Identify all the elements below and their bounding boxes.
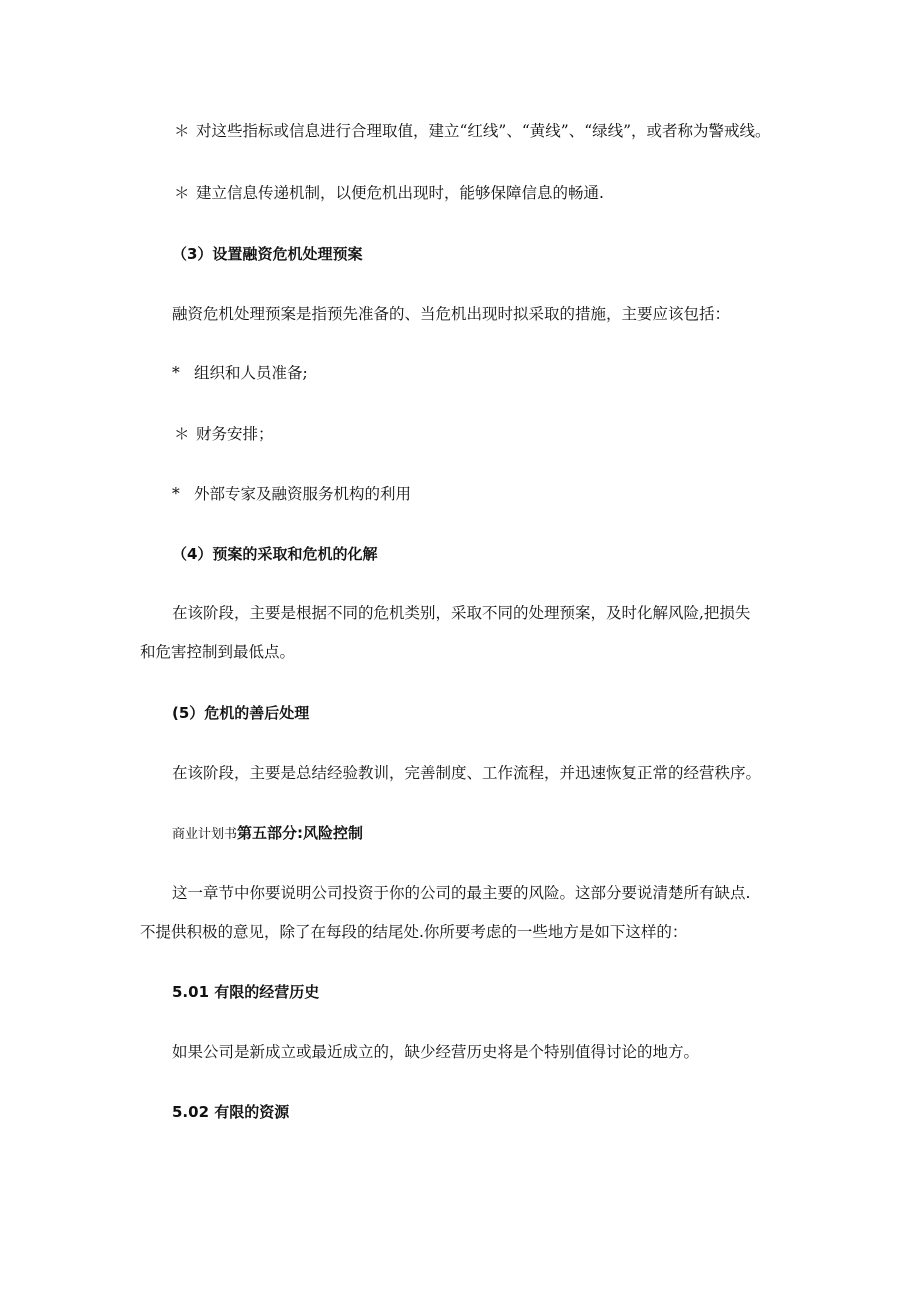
- bullet-line-info-mechanism: [174, 182, 604, 204]
- heading-4: （4）预案的采取和危机的化解: [172, 545, 378, 563]
- section-prefix: 商业计划书: [172, 827, 238, 842]
- section-heading: [172, 822, 363, 846]
- asterisk-icon: *: [172, 364, 180, 382]
- bullet-text: 外部专家及融资服务机构的利用: [194, 485, 412, 503]
- paragraph-stage-4-line-2: 和危害控制到最低点。: [140, 643, 296, 661]
- paragraph-stage-4-line-1: 在该阶段，主要是根据不同的危机类别，采取不同的处理预案，及时化解风险,把损失: [172, 604, 751, 622]
- paragraph-risk-line-2: 不提供积极的意见，除了在每段的结尾处.你所要考虑的一些地方是如下这样的：: [140, 923, 688, 941]
- asterisk-icon: ＊: [174, 122, 190, 140]
- bullet-text: 对这些指标或信息进行合理取值，建立“红线”、“黄线”、“绿线”，或者称为警戒线。: [196, 122, 771, 140]
- bullet-text: 建立信息传递机制，以便危机出现时，能够保障信息的畅通.: [196, 184, 604, 202]
- heading-5: (5）危机的善后处理: [172, 704, 310, 722]
- paragraph-plan-intro: 融资危机处理预案是指预先准备的、当危机出现时拟采取的措施，主要应该包括：: [172, 305, 731, 323]
- bullet-line-experts: [172, 483, 411, 505]
- section-title: 第五部分:风险控制: [237, 824, 364, 842]
- heading-5-02: 5.02 有限的资源: [172, 1103, 290, 1121]
- bullet-text: 财务安排；: [196, 425, 274, 443]
- bullet-line-organization: [172, 362, 308, 384]
- heading-5-01: 5.01 有限的经营历史: [172, 983, 320, 1001]
- bullet-line-thresholds: [174, 120, 771, 142]
- asterisk-icon: ＊: [174, 184, 190, 202]
- paragraph-5-01: 如果公司是新成立或最近成立的，缺少经营历史将是个特别值得讨论的地方。: [172, 1043, 700, 1061]
- heading-3: （3）设置融资危机处理预案: [172, 245, 363, 263]
- asterisk-icon: ＊: [174, 425, 190, 443]
- paragraph-risk-line-1: 这一章节中你要说明公司投资于你的公司的最主要的风险。这部分要说清楚所有缺点.: [172, 884, 751, 902]
- bullet-line-finance: [174, 423, 274, 445]
- bullet-text: 组织和人员准备;: [194, 364, 308, 382]
- paragraph-stage-5: 在该阶段，主要是总结经验教训，完善制度、工作流程，并迅速恢复正常的经营秩序。: [172, 764, 762, 782]
- asterisk-icon: *: [172, 485, 180, 503]
